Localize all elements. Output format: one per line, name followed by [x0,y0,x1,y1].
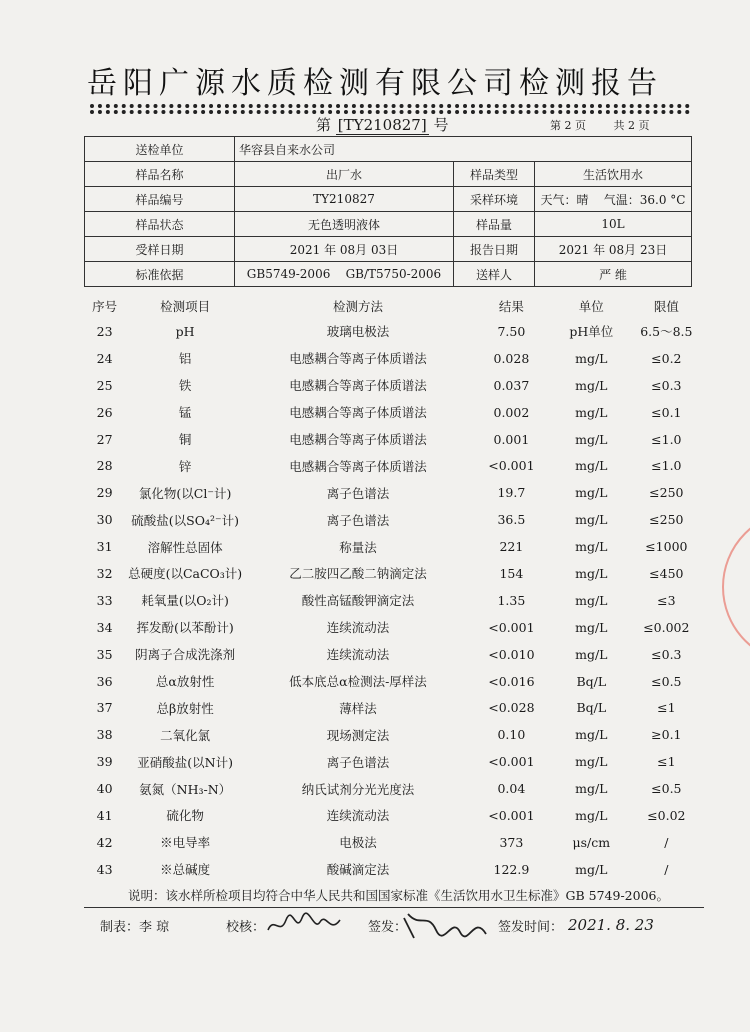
info-row-state [85,212,692,237]
table-row [84,668,702,695]
row-method: 离子色谱法 [326,754,390,770]
row-result: <0.028 [488,700,535,716]
row-method: 酸性高锰酸钾滴定法 [301,593,415,609]
row-method: 电感耦合等离子体质谱法 [289,405,427,421]
row-method: 称量法 [339,539,377,555]
row-item: 挥发酚(以苯酚计) [136,620,234,636]
row-unit: mg/L [575,619,608,635]
row-unit: mg/L [575,539,608,555]
row-result: <0.001 [488,458,535,474]
table-row [84,829,702,856]
report-suffix: 号 [433,116,449,134]
sender-value: 严 维 [535,262,692,287]
row-limit: / [664,861,669,877]
row-no: 28 [96,458,113,474]
row-limit: ≥0.1 [651,727,682,743]
client-value: 华容县自来水公司 [235,137,692,162]
row-item: 铜 [178,432,192,447]
row-result: 0.002 [493,404,530,420]
row-result: <0.010 [488,646,535,662]
results-header-row [84,294,702,318]
row-unit: mg/L [575,592,608,608]
row-result: 154 [499,565,524,581]
row-result: 0.04 [497,781,526,797]
info-row-sample-name [85,162,692,187]
row-method: 玻璃电极法 [326,324,390,340]
row-method: 薄样法 [339,700,377,716]
row-limit: ≤0.002 [643,619,690,635]
row-limit: ≤0.5 [651,673,682,689]
row-no: 30 [96,512,113,528]
row-method: 连续流动法 [326,620,390,636]
page-info [550,117,654,133]
row-unit: μs/cm [572,834,611,850]
row-no: 35 [96,646,113,662]
sample-no-label: 样品编号 [85,187,235,212]
row-item: 氨氮（NH₃-N） [139,781,232,797]
row-item: 总硬度(以CaCO₃计) [128,566,243,582]
table-row [84,748,702,775]
title-divider-top [90,104,690,108]
header-limit: 限值 [653,299,679,314]
row-item: ※总碱度 [160,862,211,878]
sample-name-label: 样品名称 [85,162,235,187]
row-unit: mg/L [575,512,608,528]
sign-date-label: 签发时间： [498,920,564,935]
page-current: 第 2 页 [550,119,586,132]
row-unit: mg/L [575,781,608,797]
sender-label: 送样人 [454,262,535,287]
row-limit: ≤0.3 [651,646,682,662]
row-method: 离子色谱法 [326,485,390,501]
header-method: 检测方法 [332,299,383,314]
report-number: [TY210827] [337,116,427,134]
row-item: 铁 [178,378,192,394]
row-no: 43 [96,861,113,877]
row-limit: ≤1 [657,754,676,770]
row-result: <0.016 [488,673,535,689]
signed-label: 签发： [368,920,408,935]
row-item: pH [175,323,195,339]
header-unit: 单位 [578,299,604,314]
row-result: <0.001 [488,807,535,823]
row-unit: mg/L [575,404,608,420]
row-item: 耗氧量(以O₂计) [141,593,229,609]
checker-signature [264,910,344,940]
row-unit: Bq/L [576,700,607,716]
row-result: 1.35 [497,592,526,608]
row-method: 连续流动法 [326,808,390,824]
prepared-by: 制表：李 琼 [100,920,170,935]
row-method: 纳氏试剂分光光度法 [301,781,415,797]
row-no: 37 [96,700,113,716]
checked-label: 校核： [226,920,266,935]
table-row [84,506,702,533]
row-method: 电感耦合等离子体质谱法 [289,378,427,394]
table-row [84,426,702,453]
row-result: 7.50 [497,323,526,339]
row-no: 36 [96,673,113,689]
row-limit: ≤0.1 [651,404,682,420]
report-date-label: 报告日期 [454,237,535,262]
row-limit: 6.5～8.5 [640,324,693,340]
header-no: 序号 [92,299,118,314]
row-result: 36.5 [497,512,526,528]
row-unit: mg/L [575,565,608,581]
row-limit: ≤0.3 [651,377,682,393]
table-row [84,587,702,614]
row-no: 29 [96,485,113,501]
table-row [84,802,702,829]
table-row [84,345,702,372]
row-unit: mg/L [575,431,608,447]
row-no: 41 [96,807,113,823]
row-no: 25 [96,377,113,393]
report-number-line [316,114,448,135]
row-no: 33 [96,592,113,608]
conclusion-note: 说明：该水样所检项目均符合中华人民共和国国家标准《生活饮用水卫生标准》GB 5749-2006。 [128,888,669,903]
row-item: 硫化物 [166,808,204,824]
row-unit: mg/L [575,646,608,662]
header-item: 检测项目 [160,299,211,314]
qty-label: 样品量 [454,212,535,237]
row-method: 电感耦合等离子体质谱法 [289,351,427,367]
row-limit: ≤1 [657,700,676,716]
row-unit: mg/L [575,807,608,823]
info-row-dates [85,237,692,262]
company-seal [722,510,750,664]
info-row-sample-no [85,187,692,212]
row-item: 溶解性总固体 [147,539,223,555]
report-date-value: 2021 年 08月 23日 [535,237,692,262]
table-row [84,641,702,668]
received-label: 受样日期 [85,237,235,262]
row-item: 阴离子合成洗涤剂 [135,647,236,663]
row-method: 现场测定法 [326,727,390,743]
row-item: 总α放射性 [155,674,215,690]
row-method: 电极法 [339,835,377,851]
row-result: 0.037 [493,377,530,393]
row-method: 电感耦合等离子体质谱法 [289,432,427,447]
page-total: 共 2 页 [613,119,650,132]
row-no: 38 [96,727,113,743]
row-limit: ≤250 [649,485,684,501]
table-row [84,533,702,560]
state-label: 样品状态 [85,212,235,237]
sample-type-value: 生活饮用水 [535,162,692,187]
report-prefix: 第 [316,116,332,134]
sample-name-value: 出厂水 [235,162,454,187]
row-limit: ≤450 [649,565,684,581]
row-no: 23 [96,323,113,339]
row-no: 39 [96,754,113,770]
table-row [84,694,702,721]
row-result: 0.001 [493,431,530,447]
client-label: 送检单位 [85,137,235,162]
row-no: 24 [96,350,113,366]
row-result: <0.001 [488,754,535,770]
received-value: 2021 年 08月 03日 [235,237,454,262]
info-row-client [85,137,692,162]
info-row-standard [85,262,692,287]
row-unit: mg/L [575,754,608,770]
row-unit: pH单位 [569,324,614,340]
row-unit: Bq/L [576,673,607,689]
row-result: 221 [499,539,524,555]
row-item: 亚硝酸盐(以N计) [137,754,233,770]
row-unit: mg/L [575,485,608,501]
row-no: 40 [96,781,113,797]
table-row [84,721,702,748]
table-row [84,399,702,426]
row-result: 19.7 [497,485,526,501]
sample-no-value: TY210827 [235,187,454,212]
row-limit: ≤3 [657,592,676,608]
row-limit: ≤0.2 [651,350,682,366]
row-unit: mg/L [575,861,608,877]
issuer-signature [400,908,490,942]
test-results-table [84,294,702,883]
row-limit: ≤1.0 [651,431,682,447]
row-item: 锰 [178,405,192,421]
header-result: 结果 [498,299,524,314]
row-item: 锌 [178,458,192,474]
env-value: 天气：晴 气温：36.0 °C [535,187,692,212]
row-no: 42 [96,834,113,850]
sign-date-value: 2021. 8. 23 [568,916,654,934]
sample-type-label: 样品类型 [454,162,535,187]
env-label: 采样环境 [454,187,535,212]
row-item: 氯化物(以Cl⁻计) [138,485,232,501]
row-item: 总β放射性 [156,700,214,716]
row-unit: mg/L [575,350,608,366]
state-value: 无色透明液体 [235,212,454,237]
table-row [84,775,702,802]
row-item: 二氧化氯 [160,727,211,743]
standard-value: GB5749-2006 GB/T5750-2006 [235,262,454,287]
row-limit: ≤1.0 [651,458,682,474]
row-method: 离子色谱法 [326,512,390,528]
table-row [84,856,702,883]
row-no: 27 [96,431,113,447]
row-limit: ≤250 [649,512,684,528]
row-no: 34 [96,619,113,635]
sample-info-table [84,136,692,287]
row-result: <0.001 [488,619,535,635]
row-no: 32 [96,565,113,581]
row-method: 电感耦合等离子体质谱法 [289,458,427,474]
row-no: 31 [96,539,113,555]
row-item: 铝 [178,351,192,367]
row-limit: ≤0.02 [647,807,686,823]
table-row [84,614,702,641]
row-limit: / [664,834,669,850]
row-item: ※电导率 [160,835,211,851]
row-method: 低本底总α检测法-厚样法 [289,674,427,690]
row-limit: ≤0.5 [651,781,682,797]
qty-value: 10L [535,212,692,237]
report-title: 岳阳广源水质检测有限公司检测报告 [87,66,663,101]
standard-label: 标准依据 [85,262,235,287]
table-row [84,318,702,345]
footer-divider [84,907,704,908]
row-no: 26 [96,404,113,420]
row-item: 硫酸盐(以SO₄²⁻计) [131,512,239,528]
row-result: 373 [499,834,524,850]
row-method: 酸碱滴定法 [326,862,390,878]
row-unit: mg/L [575,458,608,474]
row-unit: mg/L [575,377,608,393]
row-limit: ≤1000 [645,539,688,555]
row-result: 122.9 [493,861,530,877]
table-row [84,372,702,399]
table-row [84,479,702,506]
row-unit: mg/L [575,727,608,743]
table-row [84,560,702,587]
row-method: 连续流动法 [326,647,390,663]
row-method: 乙二胺四乙酸二钠滴定法 [289,566,427,582]
row-result: 0.10 [497,727,526,743]
row-result: 0.028 [493,350,530,366]
table-row [84,452,702,479]
